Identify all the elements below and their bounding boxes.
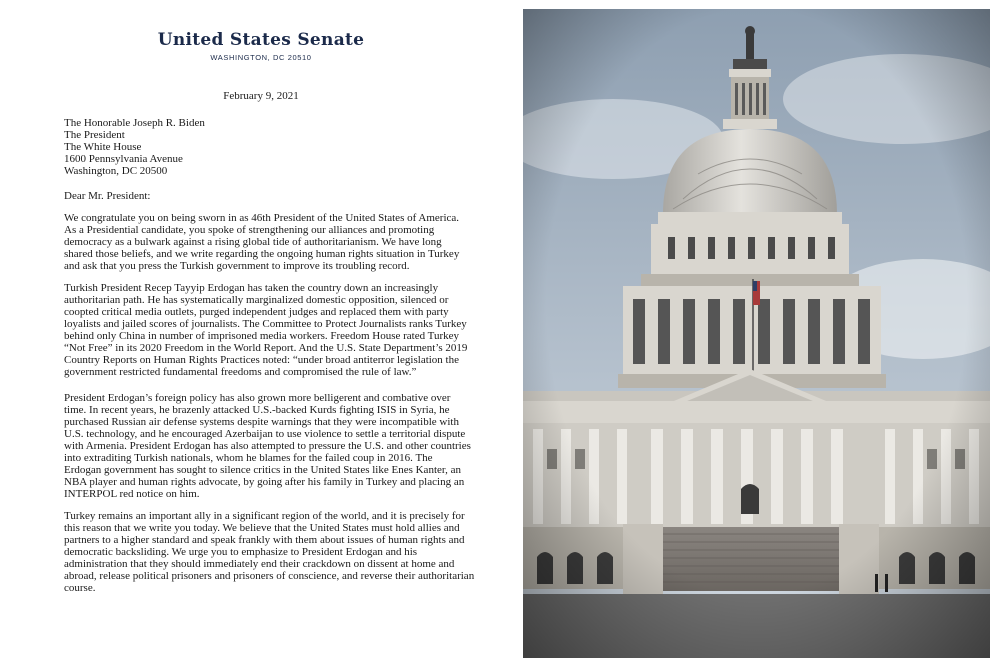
paragraph-line: Turkish President Recep Tayyip Erdogan has taken the country down an increasingly: [64, 282, 439, 294]
capitol-building-photo: [523, 9, 990, 658]
recipient-line: The White House: [64, 141, 142, 153]
paragraph-line: authoritarian path. He has systematically marginalized domestic opposition, silenced or: [64, 294, 449, 306]
paragraph-line: Turkey remains an important ally in a significant region of the world, and it is precisely for: [64, 510, 465, 522]
letterhead-title: United States Senate: [157, 30, 365, 50]
salutation: Dear Mr. President:: [64, 190, 151, 202]
paragraph-line: shared those beliefs, and we write regarding the ongoing human rights situation in Turkey: [64, 248, 460, 260]
paragraph-line: coopted critical media outlets, purged independent judges and replaced them with party: [64, 306, 449, 318]
paragraph-line: abroad, release political prisoners and prisoners of conscience, and reverse their authoritarian: [64, 570, 475, 582]
paragraph-line: President Erdogan’s foreign policy has also grown more belligerent and combative over: [64, 392, 451, 404]
letter-date: February 9, 2021: [223, 90, 299, 102]
paragraph-line: Erdogan government has sought to silence critics in the United States like Enes Kanter, an: [64, 464, 461, 476]
paragraph-line: U.S. technology, and he encouraged Azerbaijan to use violence to settle a territorial dispute: [64, 428, 466, 440]
paragraph-line: government restricted fundamental freedoms and compromised the rule of law.”: [64, 366, 417, 378]
paragraph-line: this reason that we write you today. We believe that the United States must hold allies and: [64, 522, 460, 534]
letterhead-location: WASHINGTON, DC 20510: [210, 53, 312, 62]
paragraph-line: “Not Free” in its 2020 Freedom in the World Report. And the U.S. State Department’s 2019: [64, 342, 468, 354]
paragraph-line: NBA player and human rights advocate, by going after his family in Turkey and placing an: [64, 476, 465, 488]
paragraph-line: behind only China in number of imprisoned media workers. Freedom House rated Turkey: [64, 330, 460, 342]
paragraph-line: We congratulate you on being sworn in as 46th President of the United States of America.: [64, 212, 460, 224]
paragraph-line: Country Reports on Human Rights Practices noted: “under broad antiterror legislation the: [64, 354, 459, 366]
paragraph-line: partners to a higher standard and speak frankly with them about issues of human rights and: [64, 534, 465, 546]
paragraph-line: into extraditing Turkish nationals, whom he blames for the failed coup in 2016. The: [64, 452, 433, 464]
paragraph-line: administration that they should immediately end their crackdown on dissent at home and: [64, 558, 455, 570]
recipient-line: Washington, DC 20500: [64, 165, 168, 177]
vignette: [523, 9, 990, 658]
paragraph-line: democracy as a bulwark against a rising global tide of authoritarianism. We have long: [64, 236, 442, 248]
paragraph-line: time. In recent years, he brazenly attacked U.S.-backed Kurds fighting ISIS in Syria, he: [64, 404, 450, 416]
paragraph-line: course.: [64, 582, 96, 594]
paragraph-line: purchased Russian air defense systems despite warnings that they were incompatible with: [64, 416, 459, 428]
paragraph-line: democratic backsliding. We urge you to emphasize to President Erdogan and his: [64, 546, 418, 558]
capitol-illustration: [523, 9, 990, 658]
recipient-line: 1600 Pennsylvania Avenue: [64, 153, 183, 165]
paragraph-line: loyalists and jailed scores of journalists. The Committee to Protect Journalists ranks Turkey: [64, 318, 467, 330]
paragraph-line: INTERPOL red notice on him.: [64, 488, 200, 500]
paragraph-line: As a Presidential candidate, you spoke of strengthening our alliances and promoting: [64, 224, 435, 236]
paragraph-line: and ask that you press the Turkish government to improve its troubling record.: [64, 260, 410, 272]
recipient-line: The President: [64, 129, 125, 141]
paragraph-line: with Armenia. President Erdogan has also attempted to pressure the U.S. and other countries: [64, 440, 471, 452]
recipient-line: The Honorable Joseph R. Biden: [64, 117, 205, 129]
